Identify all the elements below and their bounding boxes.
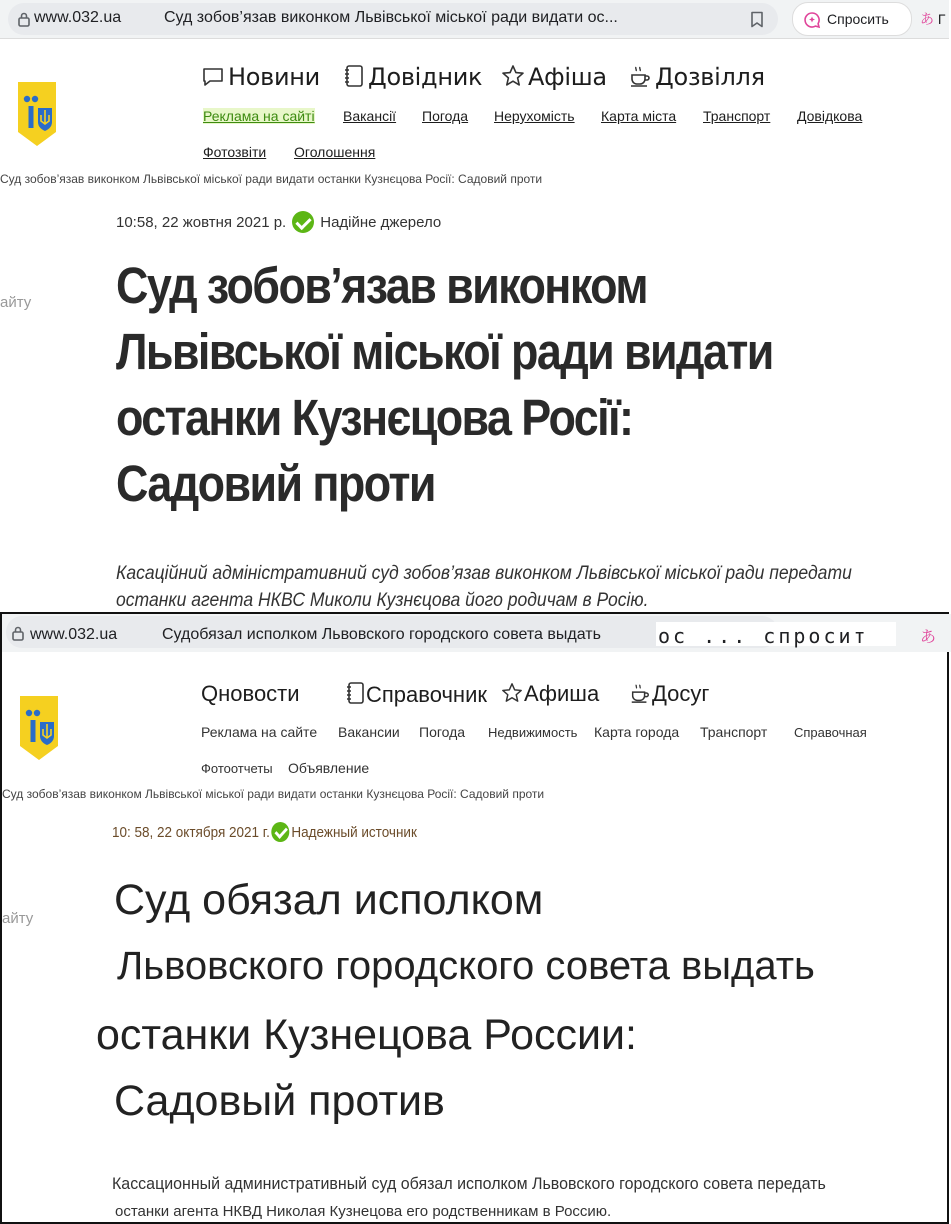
headline-line: останки Кузнецова России: <box>96 1011 637 1059</box>
nav-events-label: Афиша <box>524 681 600 706</box>
source-badge: Надежный источник <box>291 824 417 841</box>
headline-line: Суд обязал исполком <box>114 876 544 924</box>
nav-directory[interactable] <box>343 63 482 91</box>
nav-events-label: Афіша <box>528 63 607 91</box>
star-icon <box>501 682 523 704</box>
nav-directory-label: Справочник <box>366 682 487 707</box>
sparkle-chat-icon <box>803 11 821 29</box>
headline-line: Львівської міської ради видати <box>116 323 773 380</box>
url-domain: www.032.ua <box>30 626 118 643</box>
translate-label: Г <box>937 11 946 27</box>
link-weather[interactable]: Погода <box>419 724 466 740</box>
bookmark-icon[interactable] <box>750 11 764 28</box>
article-headline <box>116 253 820 517</box>
star-icon <box>501 64 525 88</box>
verified-check-icon <box>292 211 314 233</box>
nav-leisure-label: Дозвілля <box>655 63 765 91</box>
headline-line: Садовий проти <box>116 455 435 512</box>
chat-icon <box>201 66 225 88</box>
notebook-icon <box>343 64 365 88</box>
link-photo-reports[interactable]: Фотозвіти <box>203 144 267 160</box>
sidebar-clipped-text: айту <box>0 294 32 311</box>
ask-button[interactable] <box>792 2 912 36</box>
nav-news-label: Новини <box>228 63 320 91</box>
link-weather[interactable]: Погода <box>422 108 469 124</box>
publish-date: 10:58, 22 жовтня 2021 р. <box>116 214 287 231</box>
source-badge: Надійне джерело <box>320 214 442 231</box>
translate-button[interactable] <box>920 9 945 29</box>
link-vacancies[interactable]: Вакансії <box>343 108 397 124</box>
link-city-map[interactable]: Карта міста <box>601 108 677 124</box>
article-meta <box>112 822 417 842</box>
page-title-in-url: Судобязал исполком Львовского городского совета выдать <box>162 626 601 643</box>
nav-events[interactable] <box>501 63 607 91</box>
translate-icon: あ <box>920 11 934 27</box>
lead-line: останки агента НКВС Миколи Кузнєцова його родичам в Росію. <box>116 589 649 611</box>
article-lead <box>116 560 890 614</box>
notebook-icon <box>345 681 365 705</box>
browser-toolbar <box>0 0 949 39</box>
link-reference[interactable]: Справочная <box>794 725 867 740</box>
address-bar[interactable] <box>8 3 778 35</box>
nav-leisure[interactable] <box>629 681 709 707</box>
coffee-cup-icon <box>628 64 652 88</box>
link-classifieds[interactable]: Объявление <box>288 760 370 776</box>
site-logo[interactable] <box>18 82 56 146</box>
link-advertising[interactable]: Реклама на сайте <box>201 724 318 740</box>
link-vacancies[interactable]: Вакансии <box>338 724 400 740</box>
lead-line: Кассационный административный суд обязал исполком Львовского городского совета передать <box>112 1174 826 1193</box>
nav-news[interactable]: Qновости <box>201 681 300 706</box>
clipped-breadcrumb: Суд зобов’язав виконком Львівської міської ради видати останки Кузнєцова Росії: Садовий проти <box>0 172 543 186</box>
page-title-in-url: Суд зобов’язав виконком Львівської міської ради видати ос... <box>164 9 618 26</box>
nav-leisure[interactable] <box>628 63 765 91</box>
clipped-breadcrumb: Суд зобов’язав виконком Львівської міської ради видати останки Кузнєцова Росії: Садовий проти <box>2 787 545 801</box>
overlay-text: ос ... спросит <box>658 624 869 648</box>
translated-page-panel <box>0 612 949 1224</box>
nav-events[interactable] <box>501 681 599 707</box>
link-real-estate[interactable]: Недвижимость <box>488 725 578 740</box>
publish-date: 10: 58, 22 октября 2021 г. <box>112 824 270 841</box>
nav-leisure-label: Досуг <box>652 681 710 706</box>
site-logo[interactable] <box>20 696 58 760</box>
nav-directory[interactable] <box>345 681 487 708</box>
link-city-map[interactable]: Карта города <box>594 724 680 740</box>
headline-line: Львовского городского совета выдать <box>117 944 815 988</box>
link-advertising[interactable]: Реклама на сайті <box>203 108 315 124</box>
nav-news[interactable] <box>201 63 320 91</box>
link-transport[interactable]: Транспорт <box>703 108 771 124</box>
url-domain: www.032.ua <box>34 9 122 26</box>
headline-line: Садовый против <box>114 1077 445 1125</box>
nav-directory-label: Довідник <box>368 63 483 91</box>
ask-button-label: Спросить <box>827 11 889 27</box>
lock-icon <box>18 12 30 27</box>
lock-icon <box>12 626 24 641</box>
link-classifieds[interactable]: Оголошення <box>294 144 376 160</box>
verified-check-icon <box>272 822 290 842</box>
original-page-panel <box>0 0 949 612</box>
sidebar-clipped-text: айту <box>2 910 34 927</box>
coffee-cup-icon <box>629 682 651 704</box>
lead-line: Касаційний адміністративний суд зобов’язав виконком Львівської міської ради передати <box>116 562 852 584</box>
link-reference[interactable]: Довідкова <box>797 108 863 124</box>
link-transport[interactable]: Транспорт <box>700 724 768 740</box>
browser-toolbar <box>2 614 951 652</box>
link-real-estate[interactable]: Нерухомість <box>494 108 575 124</box>
link-photo-reports[interactable]: Фотоотчеты <box>201 761 273 776</box>
lead-line: останки агента НКВД Николая Кузнецова его родственникам в Россию. <box>115 1203 612 1220</box>
translate-icon[interactable]: あ <box>920 629 937 646</box>
headline-line: Суд зобов’язав виконком <box>116 257 647 314</box>
article-meta <box>116 211 441 233</box>
headline-line: останки Кузнєцова Росії: <box>116 389 633 446</box>
